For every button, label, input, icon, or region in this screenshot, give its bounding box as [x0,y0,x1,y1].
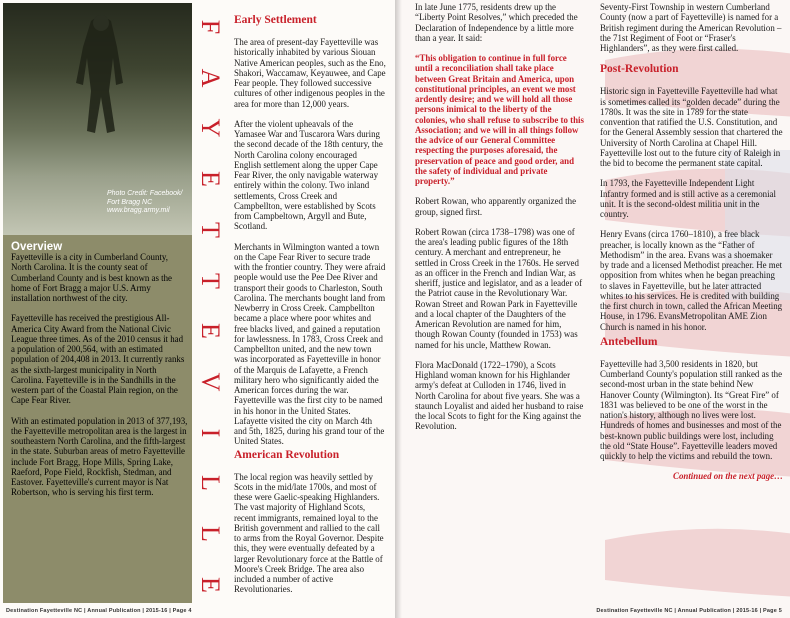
title-letter: F [196,19,225,35]
title-letter: V [196,372,225,392]
title-letter: A [196,68,225,88]
article-paragraph: Robert Rowan (circa 1738–1798) was one of the area's leading public figures of the 18th century. A merchant and entrepreneur, he settled in Cross Creek in the 1760s. He served as an officer in the French and Indian War, as sheriff, justice and legislator, and as a leader of the Patriot cause in the Revolutionary War. Rowan Street and Rowan Park in Fayetteville and a local chapter of the Daughters of the American Revolution are named for him, though Rowan County (founded in 1753) was named for his uncle, Matthew Rowan. [415,226,583,350]
overview-sidebar [3,3,192,603]
title-letter: Y [196,119,225,138]
title-letter: I [196,428,225,438]
article-paragraph: In 1793, the Fayetteville Independent Light Infantry formed and is still active as a ceremonial unit. It is the second-oldest militia unit in the country. [600,178,776,219]
article-paragraph: Historic sign in Fayetteville Fayetteville had what is sometimes called its “golden decade” during the 1780s. It was the site in 1789 for the state convention that ratified the U.S. Constitution, and for the General Assembly session that chartered the University of North Carolina at Chapel Hill. Fayetteville lost out to the future city of Raleigh in the bid to become the permanent state capital. [600,86,783,168]
overview-body [11,252,189,508]
footer-page-4: Destination Fayetteville NC | Annual Publication | 2015-16 | Page 4 [6,608,192,614]
article-column-3 [600,2,783,492]
article-column-2 [415,2,585,442]
article-paragraph: After the violent upheavals of the Yamasee War and Tuscarora Wars during the second decade of the 18th century, the North Carolina colony encouraged English settlement along the upper Cape Fear River, the only navigable waterway entirely within the colony. Two inland settlements, Cross Creek and Campbellton, were established by Scots from Campbeltown, Argyll and Bute, Scotland. [234,118,383,232]
overview-heading: Overview [11,241,63,253]
overview-paragraph: With an estimated population in 2013 of 377,193, the Fayetteville metropolitan area is the largest in southeastern North Carolina, and the fifth-largest in the state. Suburban areas of metro Fayetteville include Fort Bragg, Hope Mills, Spring Lake, Raeford, Pope Field, Rockfish, Stedman, and Eastover. Fayetteville's current mayor is Nat Robertson, who is serving his first term. [11,415,188,498]
overview-paragraph: Fayetteville is a city in Cumberland County, North Carolina. It is the county seat of Cumberland County and is best known as the home of Fort Bragg a major U.S. Army installation northwest of the city. [11,252,172,303]
post-revolution-heading: Post-Revolution [600,63,679,76]
title-letter: T [196,272,225,289]
early-settlement-heading: Early Settlement [234,14,317,26]
title-letter: T [196,221,225,238]
article-paragraph: Seventy-First Township in western Cumberland County (now a part of Fayetteville) is named for a British regiment during the American Revolution – the 71st Regiment of Foot or “Fraser's Highlanders”, as they were first called. [600,2,782,53]
footer-page-5: Destination Fayetteville NC | Annual Publication | 2015-16 | Page 5 [596,608,782,614]
article-paragraph: Flora MacDonald (1722–1790), a Scots Highland woman known for his Highlander army's defeat at Culloden in 1746, lived in North Carolina for about five years. She was a staunch Loyalist and aided her husband to raise the local Scots to fight for the King against the Revolution. [415,359,584,432]
liberty-point-quote: “This obligation to continue in full force until a reconciliation shall take place between Great Britain and America, upon constitutional principles, an event we most ardently desire; and we will hold all those persons inimical to the liberty of the colonies, who shall refuse to subscribe to this Association; and we will in all things follow the advice of our General Committee respecting the purposes aforesaid, the preservation of peace and good order, and the safety of individual and private property.” [415,53,584,186]
skydiver-photo [3,3,192,235]
article-paragraph: In late June 1775, residents drew up the “Liberty Point Resolves,” which preceded the Declaration of Independence by a little more than a year. It said: [415,2,578,43]
page-gutter [395,0,402,618]
title-letter: E [196,576,225,593]
photo-credit: Photo Credit: Facebook/ Fort Bragg NC www.bragg.army.mil [107,190,183,214]
article-paragraph: The local region was heavily settled by Scots in the mid/late 1700s, and most of these were Gaelic-speaking Highlanders. The vast majority of Highland Scots, recent immigrants, remained loyal to the British government and rallied to the call to arms from the Royal Governor. Despite this, they were eventually defeated by a larger Revolutionary force at the Battle of Moore's Creek Bridge. The area also included a number of active Revolutionaries. [234,471,384,595]
title-letter: L [196,526,225,543]
overview-paragraph: Fayetteville has received the prestigious All-America City Award from the National Civic League three times. As of the 2010 census it had a population of 200,564, with an estimated population of 204,408 in 2013. It currently ranks as the sixth-largest municipality in North Carolina. Fayetteville is in the Sandhills in the western part of the Coastal Plain region, on the Cape Fear River. [11,313,185,406]
vertical-title [195,6,225,606]
antebellum-heading: Antebellum [600,335,658,348]
continued-note: Continued on the next page… [673,471,783,482]
paratrooper-figure [61,13,145,153]
title-letter: L [196,475,225,492]
article-paragraph: Merchants in Wilmington wanted a town on the Cape Fear River to secure trade with the frontier country. They were afraid people would use the Pee Dee River and transport their goods to Charleston, South Carolina. The merchants bought land from Newberry in Cross Creek. Campbellton became a place where poor whites and free blacks lived, and gained a reputation for lawlessness. In 1783, Cross Creek and Campbellton united, and the new town was incorporated as Fayetteville in honor of the Marquis de Lafayette, a French military hero who significantly aided the American forces during the war. Fayetteville was the first city to be named in his honor in the United States. Lafayette visited the city on March 4th and 5th, 1825, during his grand tour of the United States. [234,241,386,447]
title-letter: E [196,323,225,340]
article-paragraph: Fayetteville had 3,500 residents in 1820, but Cumberland County's population still ranked as the second-most urban in the state behind New Hanover County (Wilmington). Its “Great Fire” of 1831 was believed to be one of the worst in the nation's history, although no lives were lost. Hundreds of homes and businesses and most of the best-known public buildings were lost, including the old “State House”. Fayetteville leaders moved quickly to help the victims and rebuild the town. [600,358,783,461]
article-column-1 [234,14,386,605]
article-paragraph: Henry Evans (circa 1760–1810), a free black preacher, is locally known as the “Father of Methodism” in the area. Evans was a shoemaker by trade and a licensed Methodist preacher. He met opposition from whites when he began preaching to slaves in Fayetteville, but he later attracted whites to his services. He is credited with building the first church in town, called the African Meeting House, in 1796. EvansMetropolitan AME Zion Church is named in his honor. [600,229,783,332]
american-revolution-heading: American Revolution [234,448,340,461]
article-paragraph: The area of present-day Fayetteville was historically inhabited by various Siouan Native American peoples, such as the Eno, Shakori, Waccamaw, Keyauwee, and Cape Fear people. They followed successive cultures of other indigenous peoples in the area for more than 12,000 years. [234,37,386,109]
title-letter: E [196,171,225,188]
article-paragraph: Robert Rowan, who apparently organized the group, signed first. [415,196,577,217]
